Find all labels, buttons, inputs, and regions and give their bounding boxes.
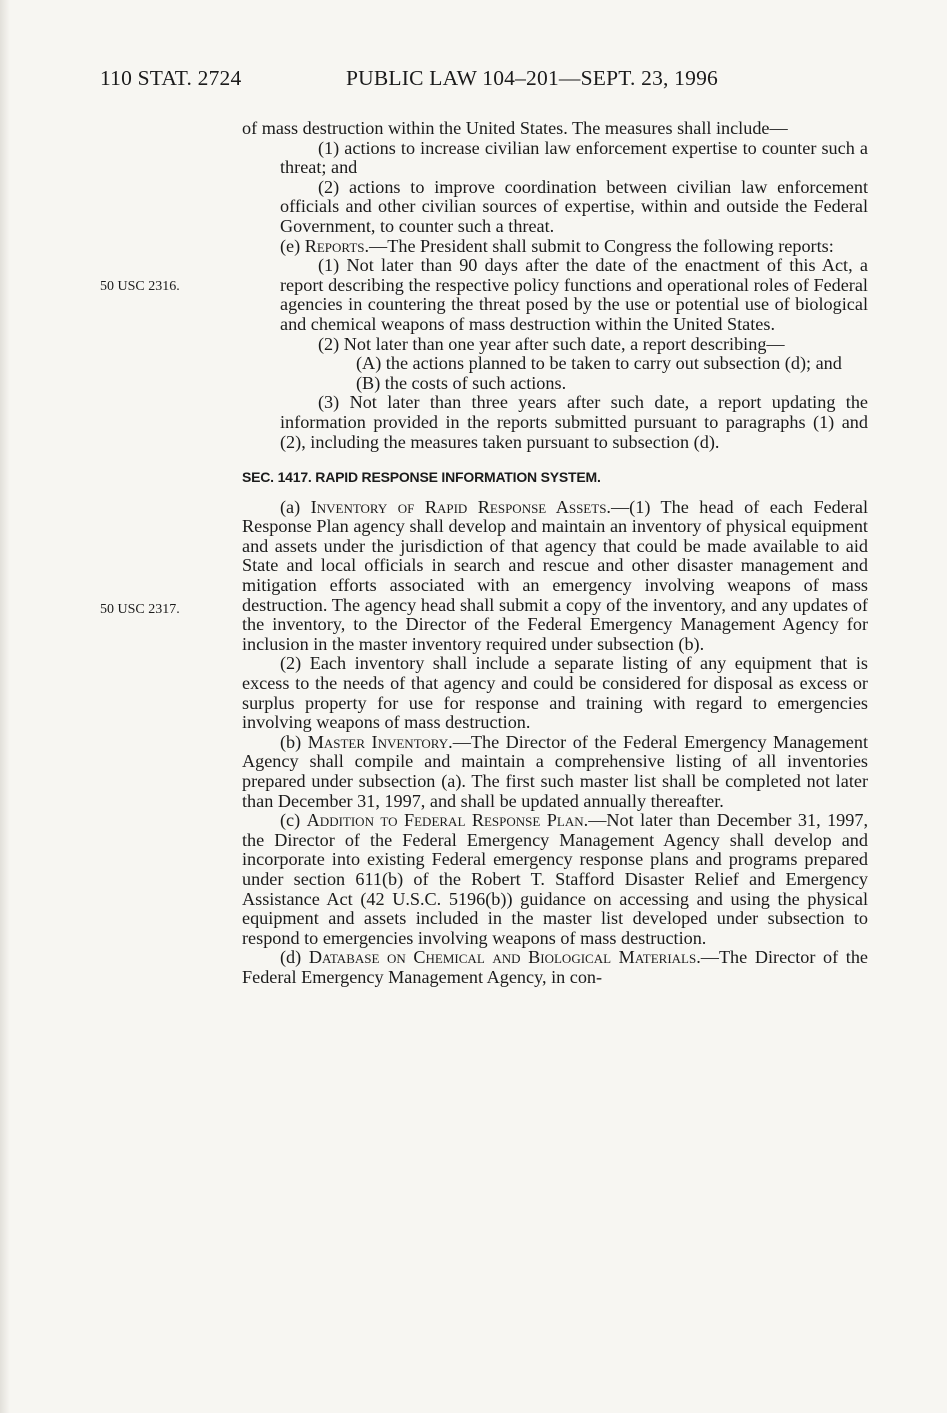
paragraph-a2: (2) Each inventory shall include a separate listing of any equipment that is excess to the needs of that agency and could be considered for disposal as excess or surplus property for use for response and training with regard to emergencies involving weapons of mass destruction.: [242, 653, 868, 733]
page-edge-shadow: [0, 0, 10, 1413]
paragraph-e2: (2) Not later than one year after such date, a report describing—: [318, 333, 785, 354]
paragraph-d2: (2) actions to improve coordination between civilian law enforcement officials and other civilian sources of expertise, within and outside the Federal Government, to counter such a threat.: [280, 176, 868, 236]
paragraph-d1: (1) actions to increase civilian law enforcement expertise to counter such a threat; and: [280, 137, 868, 178]
paragraph-d: [242, 948, 868, 987]
subsection-d-label: (d): [280, 947, 309, 968]
margin-note-usc-2316: 50 USC 2316.: [100, 279, 180, 294]
subsection-d-heading: Database on Chemical and Biological Materials.: [308, 947, 701, 968]
subsection-a-label: (a): [280, 496, 311, 517]
subsection-b-text: —The Director of the Federal Emergency Management Agency shall compile and maintain a comprehensive listing of all inventories prepared under subsection (a). The first such master list shall be completed not later than December 31, 1997, and shall be updated annually thereafter.: [242, 731, 868, 811]
subsection-b-label: (b): [280, 731, 308, 752]
subsection-c-text: —Not later than December 31, 1997, the Director of the Federal Emergency Management Agency shall develop and incorporate into existing Federal emergency response plans and programs prepared under section 611(b) of the Robert T. Stafford Disaster Relief and Emergency Assistance Act (42 U.S.C. 5196(b)) guidance on accessing and using the physical equipment and assets included in the master list developed under subsection to respond to emergencies involving weapons of mass destruction.: [242, 810, 869, 948]
paragraph-a: [242, 498, 868, 655]
subsection-d-text: —The Director of the Federal Emergency Management Agency, in con-: [242, 947, 868, 987]
paragraph-e3: (3) Not later than three years after such date, a report updating the information provided in the reports submitted pursuant to paragraphs (1) and (2), including the measures taken pursuant to subsection (d).: [280, 392, 868, 452]
subsection-e-label: (e): [280, 235, 305, 256]
subsection-e-text: —The President shall submit to Congress the following reports:: [369, 235, 834, 256]
paragraph-e2a: (A) the actions planned to be taken to carry out subsection (d); and: [356, 353, 842, 374]
subsection-c-label: (c): [280, 810, 307, 831]
margin-note-usc-2317: 50 USC 2317.: [100, 602, 180, 617]
page-header-stat: 110 STAT. 2724: [100, 66, 242, 90]
body-text: [242, 119, 868, 988]
section-heading: SEC. 1417. RAPID RESPONSE INFORMATION SYSTEM.: [242, 469, 601, 486]
paragraph-b: [242, 733, 868, 811]
paragraph-e1: (1) Not later than 90 days after the date of the enactment of this Act, a report describing the respective policy functions and operational roles of Federal agencies in countering the threat posed by the use or potential use of biological and chemical weapons of mass destruction within the United States.: [280, 255, 868, 334]
subsection-a-text: —(1) The head of each Federal Response Plan agency shall develop and maintain an inventory of physical equipment and assets under the jurisdiction of that agency that could be made available to aid State and local officials in search and rescue and other disaster management and mitigation efforts associated with an emergency involving weapons of mass destruction. The agency head shall submit a copy of the inventory, and any updates of the inventory, to the Director of the Federal Emergency Management Agency for inclusion in the master inventory required under subsection (b).: [242, 496, 869, 654]
subsection-c-heading: Addition to Federal Response Plan.: [306, 810, 589, 831]
subsection-e-heading: Reports.: [304, 235, 370, 256]
subsection-a-heading: Inventory of Rapid Response Assets.: [310, 496, 611, 517]
paragraph-e: [242, 237, 868, 257]
page-header-law: PUBLIC LAW 104–201—SEPT. 23, 1996: [346, 66, 718, 90]
subsection-b-heading: Master Inventory.: [307, 731, 453, 752]
paragraph-intro: of mass destruction within the United States. The measures shall include—: [242, 118, 788, 138]
paragraph-e2b: (B) the costs of such actions.: [356, 372, 567, 393]
paragraph-c: [242, 811, 868, 948]
